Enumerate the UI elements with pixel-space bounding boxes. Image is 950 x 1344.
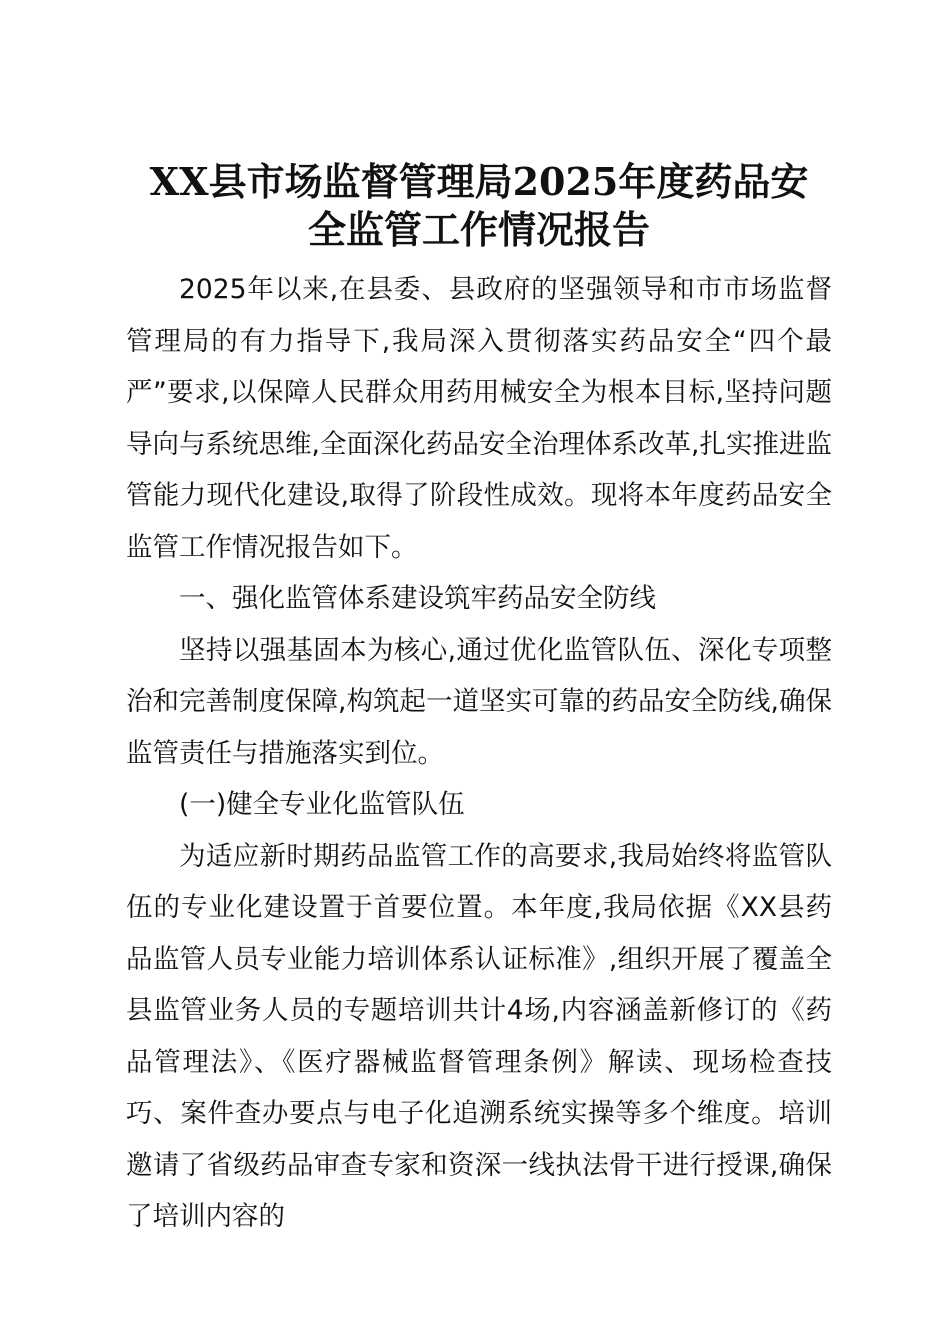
intro-paragraph: 2025年以来,在县委、县政府的坚强领导和市市场监督管理局的有力指导下,我局深入贯彻落实药品安全“四个最严”要求,以保障人民群众用药用械安全为根本目标,坚持问题导向与系统思维,全面深化药品安全治理体系改革,扎实推进监管能力现代化建设,取得了阶段性成效。现将本年度药品安全监管工作情况报告如下。 [126,274,832,563]
subsection-1-heading: (一)健全专业化监管队伍 [179,789,465,820]
title-line-1: XX县市场监督管理局2025年度药品安 [149,159,809,204]
section-1-heading: 一、强化监管体系建设筑牢药品安全防线 [179,583,656,614]
document-body [126,264,832,1243]
title-line-2: 全监管工作情况报告 [307,207,650,252]
document-title [126,158,832,254]
section-1-paragraph: 坚持以强基固本为核心,通过优化监管队伍、深化专项整治和完善制度保障,构筑起一道坚实可靠的药品安全防线,确保监管责任与措施落实到位。 [126,634,832,769]
subsection-1-paragraph: 为适应新时期药品监管工作的高要求,我局始终将监管队伍的专业化建设置于首要位置。本年度,我局依据《XX县药品监管人员专业能力培训体系认证标准》,组织开展了覆盖全县监管业务人员的专题培训共计4场,内容涵盖新修订的《药品管理法》、《医疗器械监督管理条例》解读、现场检查技巧、案件查办要点与电子化追溯系统实操等多个维度。培训邀请了省级药品审查专家和资深一线执法骨干进行授课,确保了培训内容的 [126,840,832,1232]
